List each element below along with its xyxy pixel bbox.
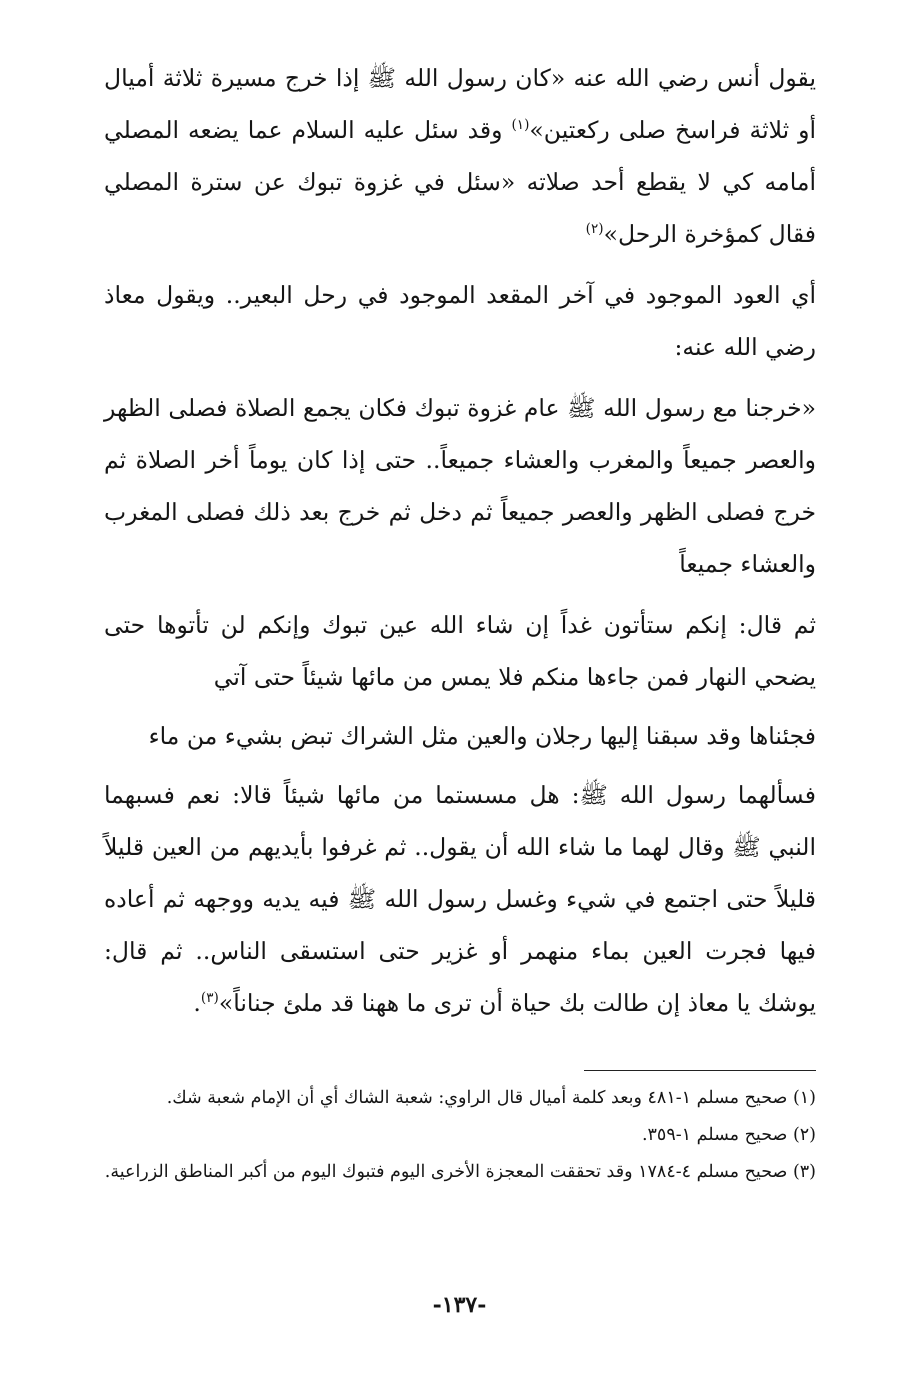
footnote-ref-1[interactable]: (١) bbox=[511, 117, 530, 134]
main-text bbox=[104, 52, 816, 1038]
paragraph-1-text-cont: وقد سئل عليه السلام عما يضعه المصلي أمامه كي لا يقطع أحد صلاته «سئل في غزوة تبوك عن سترة المصلي فقال كمؤخرة الرحل» bbox=[104, 116, 816, 248]
footnote-1-number: (١) bbox=[792, 1088, 816, 1108]
footnotes bbox=[104, 1082, 816, 1193]
footnote-2 bbox=[104, 1119, 816, 1152]
paragraph-5: فجئناها وقد سبقنا إليها رجلان والعين مثل الشراك تبض بشيء من ماء bbox=[148, 722, 816, 750]
footnote-ref-2[interactable]: (٢) bbox=[585, 221, 604, 238]
footnote-3-number: (٣) bbox=[792, 1162, 816, 1182]
paragraph-4: ثم قال: إنكم ستأتون غداً إن شاء الله عين تبوك وإنكم لن تأتوها حتى يضحي النهار فمن جاءها منكم فلا يمس من مائها شيئاً حتى آتي bbox=[104, 611, 816, 691]
footnote-2-number: (٢) bbox=[792, 1125, 816, 1145]
paragraph-1 bbox=[104, 52, 816, 260]
paragraph-3: «خرجنا مع رسول الله ﷺ عام غزوة تبوك فكان يجمع الصلاة فصلى الظهر والعصر جميعاً والمغرب والعشاء جميعاً.. حتى إذا كان يوماً أخر الصلاة ثم خرج فصلى الظهر والعصر جميعاً ثم دخل ثم خرج بعد ذلك فصلى المغرب والعشاء جميعاً bbox=[104, 394, 816, 578]
paragraph-1-text: يقول أنس رضي الله عنه «كان رسول الله ﷺ إذا خرج مسيرة ثلاثة أميال أو ثلاثة فراسخ صلى ركعتين» bbox=[104, 64, 816, 144]
footnote-2-text: صحيح مسلم ١-٣٥٩. bbox=[641, 1125, 788, 1145]
footnote-1 bbox=[104, 1082, 816, 1115]
paragraph-2: أي العود الموجود في آخر المقعد الموجود في رحل البعير.. ويقول معاذ رضي الله عنه: bbox=[104, 281, 816, 361]
footnote-separator bbox=[584, 1070, 816, 1071]
footnote-3 bbox=[104, 1156, 816, 1189]
paragraph-6 bbox=[104, 769, 816, 1029]
footnote-1-text: صحيح مسلم ١-٤٨١ وبعد كلمة أميال قال الراوي: شعبة الشاك أي أن الإمام شعبة شك. bbox=[166, 1088, 788, 1108]
footnote-ref-3[interactable]: (٣) bbox=[200, 990, 219, 1007]
footnote-3-text: صحيح مسلم ٤-١٧٨٤ وقد تحققت المعجزة الأخرى اليوم فتبوك اليوم من أكبر المناطق الزراعية. bbox=[104, 1162, 788, 1182]
paragraph-6-text: فسألهما رسول الله ﷺ: هل مسستما من مائها شيئاً قالا: نعم فسبهما النبي ﷺ وقال لهما ما شاء الله أن يقول.. ثم غرفوا بأيديهم من العين قليلاً قليلاً حتى اجتمع في شيء وغسل رسول الله ﷺ فيه يديه ووجهه ثم أعاده فيها فجرت العين بماء منهمر أو غزير حتى استسقى الناس.. ثم قال: يوشك يا معاذ إن طالت بك حياة أن ترى ما ههنا قد ملئ جناناً» bbox=[104, 781, 816, 1017]
paragraph-6-end: . bbox=[193, 989, 201, 1017]
page-number: -١٣٧- bbox=[432, 1292, 487, 1318]
